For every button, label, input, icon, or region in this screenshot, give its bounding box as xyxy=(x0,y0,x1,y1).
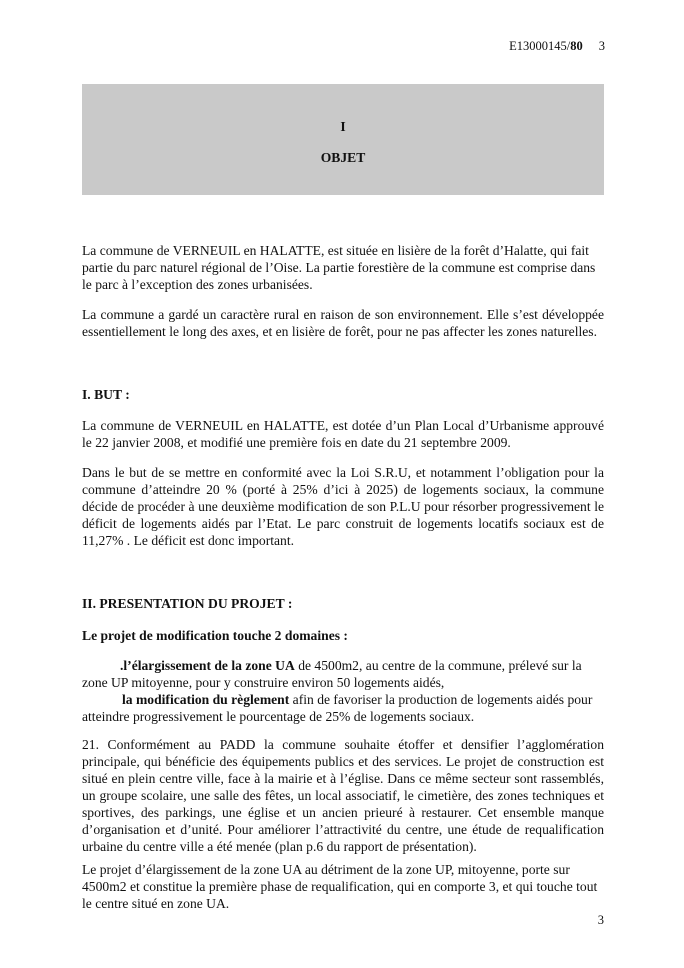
but-paragraph-2: Dans le but de se mettre en conformité avec la Loi S.R.U, et notamment l’obligation pour la commune d’atteindre 20 % (porté à 25% d’ici à 2025) de logements sociaux, la commune décide de procéder à une deuxième modification de son P.L.U pour résorber progressivement le déficit de logements aidés par l’Etat. Le parc construit de logements locatifs sociaux est de 11,27% . Le déficit est donc important. xyxy=(82,465,604,548)
but-heading-wrap xyxy=(82,386,604,403)
document-reference: E13000145/80 xyxy=(509,39,583,53)
title-box xyxy=(82,84,604,195)
domain-item-1-text: de 4500m2, au centre de la commune, prélevé sur la zone UP mitoyenne, pour y construire environ 50 logements aidés, xyxy=(82,658,582,690)
section-title: OBJET xyxy=(320,150,366,165)
domain-item-2-text: afin de favoriser la production de logements aidés pour atteindre progressivement le pourcentage de 25% de logements sociaux. xyxy=(82,692,593,724)
section-number: I xyxy=(340,119,346,134)
but-paragraph-1-wrap xyxy=(82,417,604,451)
presentation-heading: II. PRESENTATION DU PROJET : xyxy=(82,596,293,611)
page-header xyxy=(509,38,605,55)
but-heading: I. BUT : xyxy=(82,387,130,402)
presentation-subheading-wrap xyxy=(82,627,604,644)
domain-item-1-bold: .l’élargissement de la zone UA xyxy=(120,658,295,673)
presentation-heading-wrap xyxy=(82,595,604,612)
intro-section-2 xyxy=(82,306,604,340)
footer-page-number: 3 xyxy=(597,913,604,927)
header-page-number: 3 xyxy=(598,39,605,53)
domain-item-1 xyxy=(82,657,604,691)
but-paragraph-2-wrap xyxy=(82,464,604,549)
final-paragraph: Le projet d’élargissement de la zone UA au détriment de la zone UP, mitoyenne, porte sur 4500m2 et constitue la première phase de requalification, qui en comporte 3, et qui touche tout le centre situé en zone UA. xyxy=(82,862,598,911)
final-paragraph-wrap xyxy=(82,861,604,912)
intro-paragraph-1: La commune de VERNEUIL en HALATTE, est située en lisière de la forêt d’Halatte, qui fait partie du parc naturel régional de l’Oise. La partie forestière de la commune est comprise dans le parc à l’exception des zones urbanisées. xyxy=(82,243,596,292)
domain-item-2 xyxy=(82,691,604,725)
paragraph-21: 21. Conformément au PADD la commune souhaite étoffer et densifier l’agglomération principale, qui bénéficie des équipements publics et des services. Le projet de construction est situé en plein centre ville, face à la mairie et à l’église. Dans ce même secteur sont rassemblés, un groupe scolaire, une salle des fêtes, un local associatif, le cimetière, des zones techniques et sportives, des parkings, une église et un ancien prieuré à restaurer. Cet ensemble manque d’organisation et d’unité. Pour améliorer l’attractivité du centre, une étude de requalification urbaine du centre ville a été menée (plan p.6 du rapport de présentation). xyxy=(82,737,604,854)
intro-section xyxy=(82,242,604,293)
but-paragraph-1: La commune de VERNEUIL en HALATTE, est dotée d’un Plan Local d’Urbanisme approuvé le 22 janvier 2008, et modifié une première fois en date du 21 septembre 2009. xyxy=(82,418,604,450)
domain-item-2-bold: la modification du règlement xyxy=(122,692,290,707)
paragraph-21-wrap xyxy=(82,736,604,855)
presentation-subheading: Le projet de modification touche 2 domaines : xyxy=(82,628,348,643)
intro-paragraph-2: La commune a gardé un caractère rural en raison de son environnement. Elle s’est développée essentiellement le long des axes, et en lisière de forêt, pour ne pas affecter les zones naturelles. xyxy=(82,307,604,339)
